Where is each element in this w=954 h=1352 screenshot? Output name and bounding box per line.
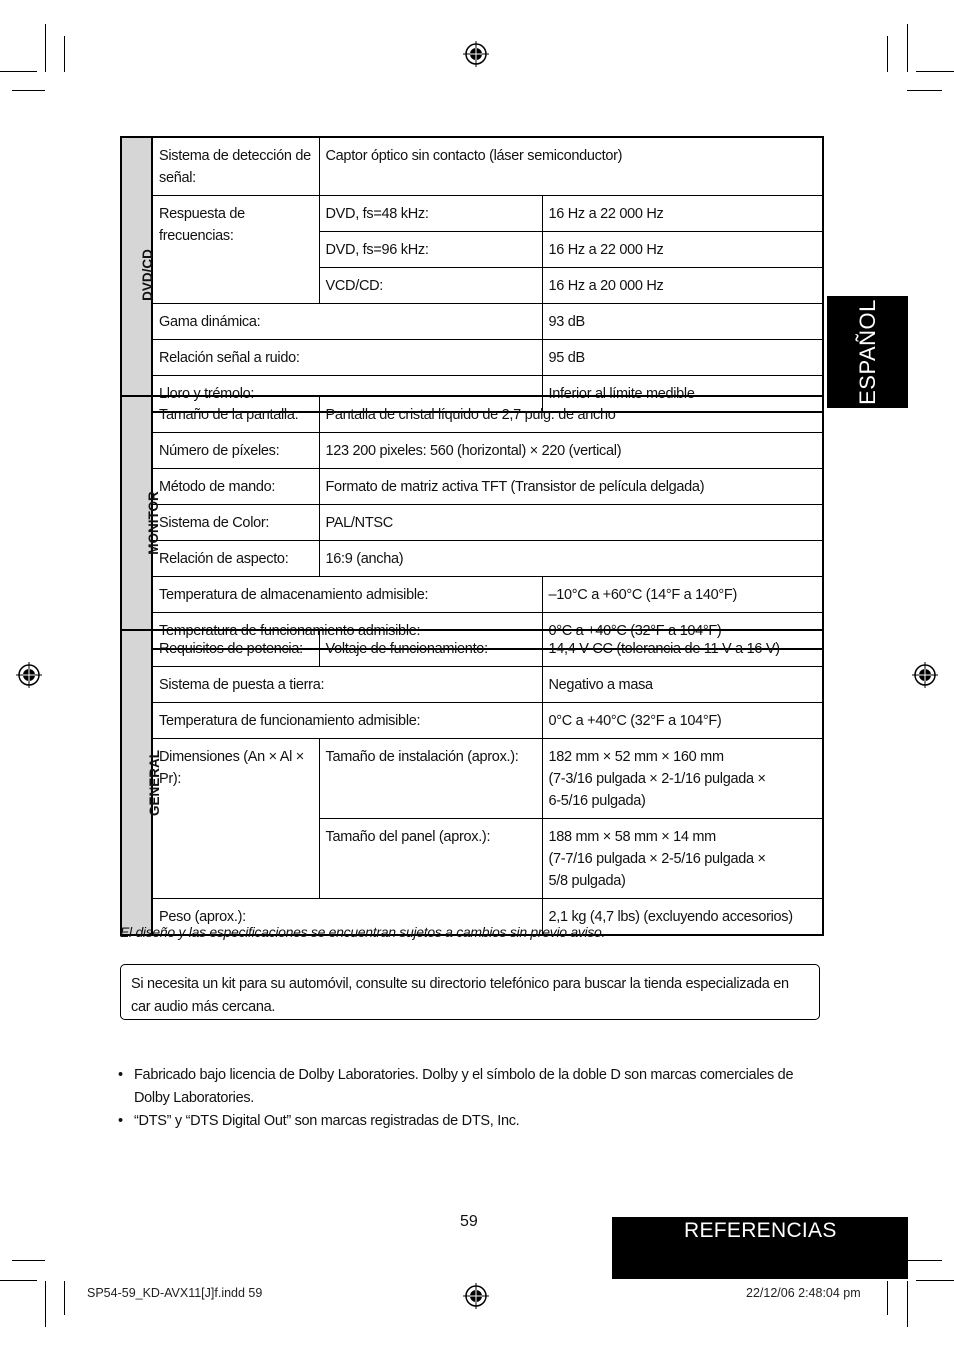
spec-label: Sistema de Color:	[152, 505, 319, 541]
spec-value-line: (7-3/16 pulgada × 2-1/16 pulgada ×	[548, 771, 766, 787]
car-kit-info-box: Si necesita un kit para su automóvil, consulte su directorio telefónico para buscar la tienda especializada en car audio más cercana.	[120, 964, 820, 1020]
spec-value: 0°C a +40°C (32°F a 104°F)	[542, 613, 823, 650]
spec-value: Pantalla de cristal líquido de 2,7 pulg. de ancho	[319, 396, 823, 433]
dvd-cd-section-label: DVD/CD	[121, 137, 152, 412]
spec-label: Gama dinámica:	[152, 304, 542, 340]
footer-timestamp: 22/12/06 2:48:04 pm	[746, 1286, 861, 1300]
spec-value: –10°C a +60°C (14°F a 140°F)	[542, 577, 823, 613]
spec-label: Dimensiones (An × Al × Pr):	[152, 739, 319, 899]
crop-mark	[0, 1280, 37, 1281]
list-item: • Fabricado bajo licencia de Dolby Laboratories. Dolby y el símbolo de la doble D son marcas comerciales de Dolby Laboratories.	[118, 1064, 818, 1110]
spec-sublabel: VCD/CD:	[319, 268, 542, 304]
spec-sublabel: Tamaño de instalación (aprox.):	[319, 739, 542, 819]
footer-file-info: SP54-59_KD-AVX11[J]f.indd 59	[87, 1286, 263, 1300]
spec-label: Sistema de puesta a tierra:	[152, 667, 542, 703]
crop-mark	[907, 24, 908, 72]
spec-label: Relación señal a ruido:	[152, 340, 542, 376]
spec-value-line: 5/8 pulgada)	[548, 873, 626, 889]
spec-label: Requisitos de potencia:	[152, 630, 319, 667]
crosshair-target-icon	[463, 1283, 489, 1309]
crop-mark	[45, 24, 46, 72]
general-spec-table	[120, 629, 824, 936]
trademark-list	[118, 1064, 818, 1133]
language-tab	[827, 296, 908, 408]
spec-value: 95 dB	[542, 340, 823, 376]
list-item: • “DTS” y “DTS Digital Out” son marcas registradas de DTS, Inc.	[118, 1110, 818, 1133]
spec-value: Captor óptico sin contacto (láser semiconductor)	[319, 137, 823, 196]
spec-label: Tamaño de la pantalla:	[152, 396, 319, 433]
spec-label: Temperatura de almacenamiento admisible:	[152, 577, 542, 613]
spec-value: 16 Hz a 20 000 Hz	[542, 268, 823, 304]
crop-mark	[916, 1280, 954, 1281]
crop-mark	[916, 71, 954, 72]
spec-label: Respuesta de frecuencias:	[152, 196, 319, 304]
crop-mark	[12, 90, 45, 91]
spec-value: 16:9 (ancha)	[319, 541, 823, 577]
crop-mark	[907, 1260, 942, 1261]
spec-label: Relación de aspecto:	[152, 541, 319, 577]
crop-mark	[64, 36, 65, 72]
spec-value-line: 182 mm × 52 mm × 160 mm	[548, 749, 724, 765]
spec-value: PAL/NTSC	[319, 505, 823, 541]
spec-sublabel: Voltaje de funcionamiento:	[319, 630, 542, 667]
spec-label: Temperatura de funcionamiento admisible:	[152, 703, 542, 739]
spec-label: Método de mando:	[152, 469, 319, 505]
spec-sublabel: DVD, fs=48 kHz:	[319, 196, 542, 232]
crop-mark	[0, 71, 37, 72]
page-number: 59	[460, 1213, 478, 1230]
spec-sublabel: Tamaño del panel (aprox.):	[319, 819, 542, 899]
general-section-label: GENERAL	[121, 630, 152, 935]
spec-value: 14,4 V CC (tolerancia de 11 V a 16 V)	[542, 630, 823, 667]
crop-mark	[887, 1281, 888, 1315]
crosshair-target-icon	[16, 662, 42, 688]
spec-value-line: (7-7/16 pulgada × 2-5/16 pulgada ×	[548, 851, 766, 867]
section-tab	[612, 1217, 908, 1279]
spec-value: Inferior al límite medible	[542, 376, 823, 413]
monitor-section-label: MONITOR	[121, 396, 152, 649]
crop-mark	[907, 1281, 908, 1327]
crop-mark	[45, 1281, 46, 1327]
crosshair-target-icon	[463, 41, 489, 67]
monitor-spec-table	[120, 395, 824, 650]
crop-mark	[907, 90, 942, 91]
spec-value: 16 Hz a 22 000 Hz	[542, 196, 823, 232]
spec-value	[542, 819, 823, 899]
spec-sublabel: DVD, fs=96 kHz:	[319, 232, 542, 268]
crop-mark	[64, 1281, 65, 1315]
spec-label: Sistema de detección de señal:	[152, 137, 319, 196]
spec-value	[542, 739, 823, 819]
specs-change-note: El diseño y las especificaciones se encuentran sujetos a cambios sin previo aviso.	[120, 924, 606, 940]
crop-mark	[887, 36, 888, 72]
spec-value: Formato de matriz activa TFT (Transistor de película delgada)	[319, 469, 823, 505]
spec-value: 2,1 kg (4,7 lbs) (excluyendo accesorios)	[542, 899, 823, 936]
crop-mark	[12, 1260, 45, 1261]
spec-label: Peso (aprox.):	[152, 899, 542, 936]
section-tab-label: REFERENCIAS	[684, 1219, 837, 1242]
language-tab-label: ESPAÑOL	[854, 299, 880, 405]
dvd-cd-spec-table	[120, 136, 824, 413]
crosshair-target-icon	[912, 662, 938, 688]
spec-label: Número de píxeles:	[152, 433, 319, 469]
spec-value: 93 dB	[542, 304, 823, 340]
spec-label: Temperatura de funcionamiento admisible:	[152, 613, 542, 650]
spec-value: 16 Hz a 22 000 Hz	[542, 232, 823, 268]
spec-value: 123 200 pixeles: 560 (horizontal) × 220 (vertical)	[319, 433, 823, 469]
spec-label: Lloro y trémolo:	[152, 376, 542, 413]
spec-value: Negativo a masa	[542, 667, 823, 703]
spec-value-line: 188 mm × 58 mm × 14 mm	[548, 829, 716, 845]
spec-value-line: 6-5/16 pulgada)	[548, 793, 646, 809]
spec-value: 0°C a +40°C (32°F a 104°F)	[542, 703, 823, 739]
